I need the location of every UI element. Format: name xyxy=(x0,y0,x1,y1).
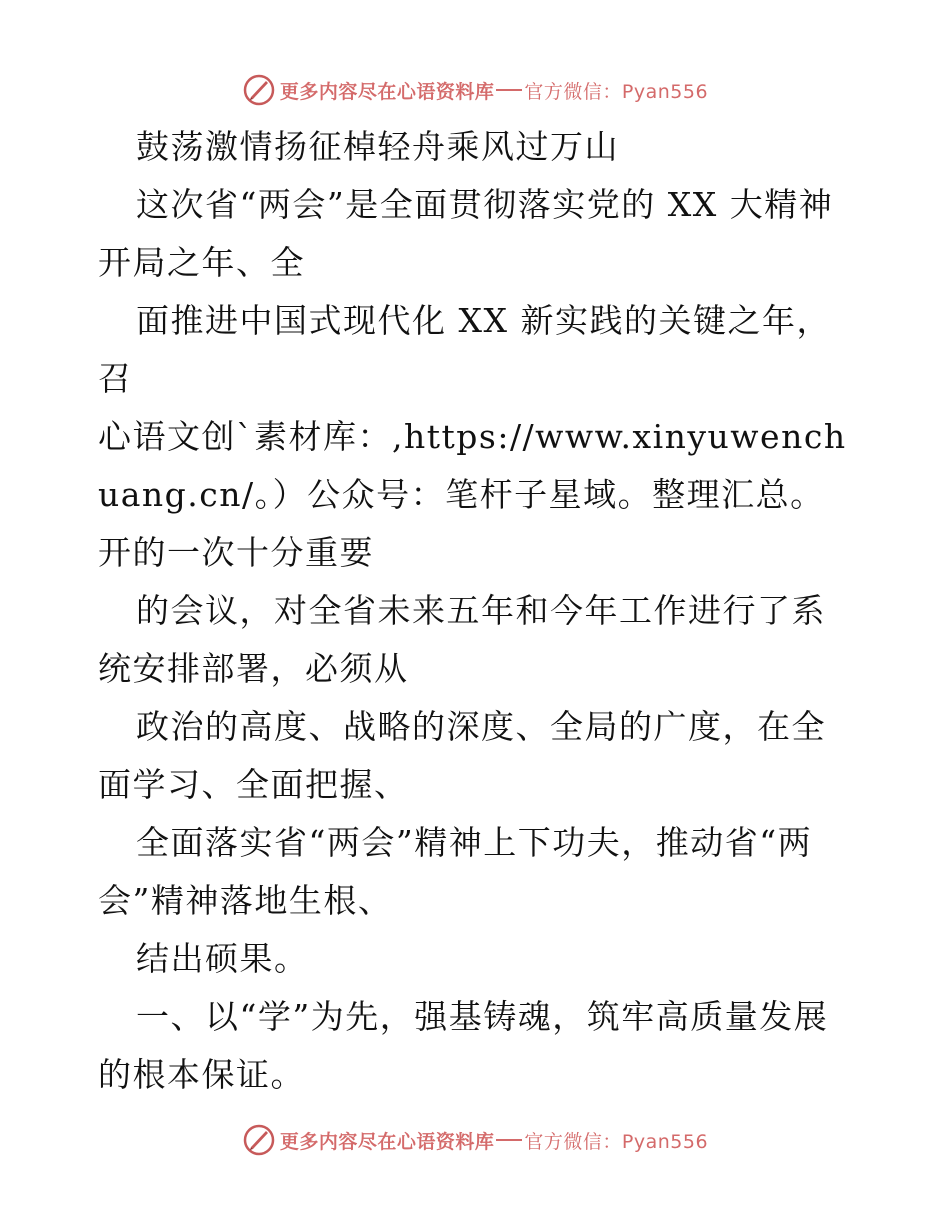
banner-wechat-text: 官方微信：Pyan556 xyxy=(524,1130,709,1153)
paragraph: 结出硕果。 xyxy=(136,939,309,978)
paragraph-source-note: 心语文创`素材库：,https://www.xinyuwenchuang.cn/。）公众号：笔杆子星域。整理汇总。开的一次十分重要 xyxy=(98,417,847,572)
paragraph: 全面落实省“两会”精神上下功夫，推动省“两会”精神落地生根、 xyxy=(98,823,813,920)
paragraph: 这次省“两会”是全面贯彻落实党的 XX 大精神开局之年、全 xyxy=(98,185,834,282)
paragraph: 面推进中国式现代化 XX 新实践的关键之年，召 xyxy=(98,301,831,398)
quill-seal-icon xyxy=(242,1123,276,1157)
header-banner xyxy=(0,70,950,110)
banner-dash xyxy=(496,1139,522,1141)
quill-seal-icon xyxy=(242,73,276,107)
banner-wechat-text: 官方微信：Pyan556 xyxy=(524,80,709,103)
paragraph: 政治的高度、战略的深度、全局的广度，在全面学习、全面把握、 xyxy=(98,707,826,804)
paragraph-title: 鼓荡激情扬征棹轻舟乘风过万山 xyxy=(136,127,619,166)
section-heading: 一、以“学”为先，强基铸魂，筑牢高质量发展的根本保证。 xyxy=(98,997,829,1094)
paragraph: 的会议，对全省未来五年和今年工作进行了系统安排部署，必须从 xyxy=(98,591,826,688)
footer-banner xyxy=(0,1120,950,1160)
banner-brand-text: 更多内容尽在心语资料库 xyxy=(279,80,495,103)
banner-brand-text: 更多内容尽在心语资料库 xyxy=(279,1130,495,1153)
banner-dash xyxy=(496,89,522,91)
document-body xyxy=(98,118,853,1104)
